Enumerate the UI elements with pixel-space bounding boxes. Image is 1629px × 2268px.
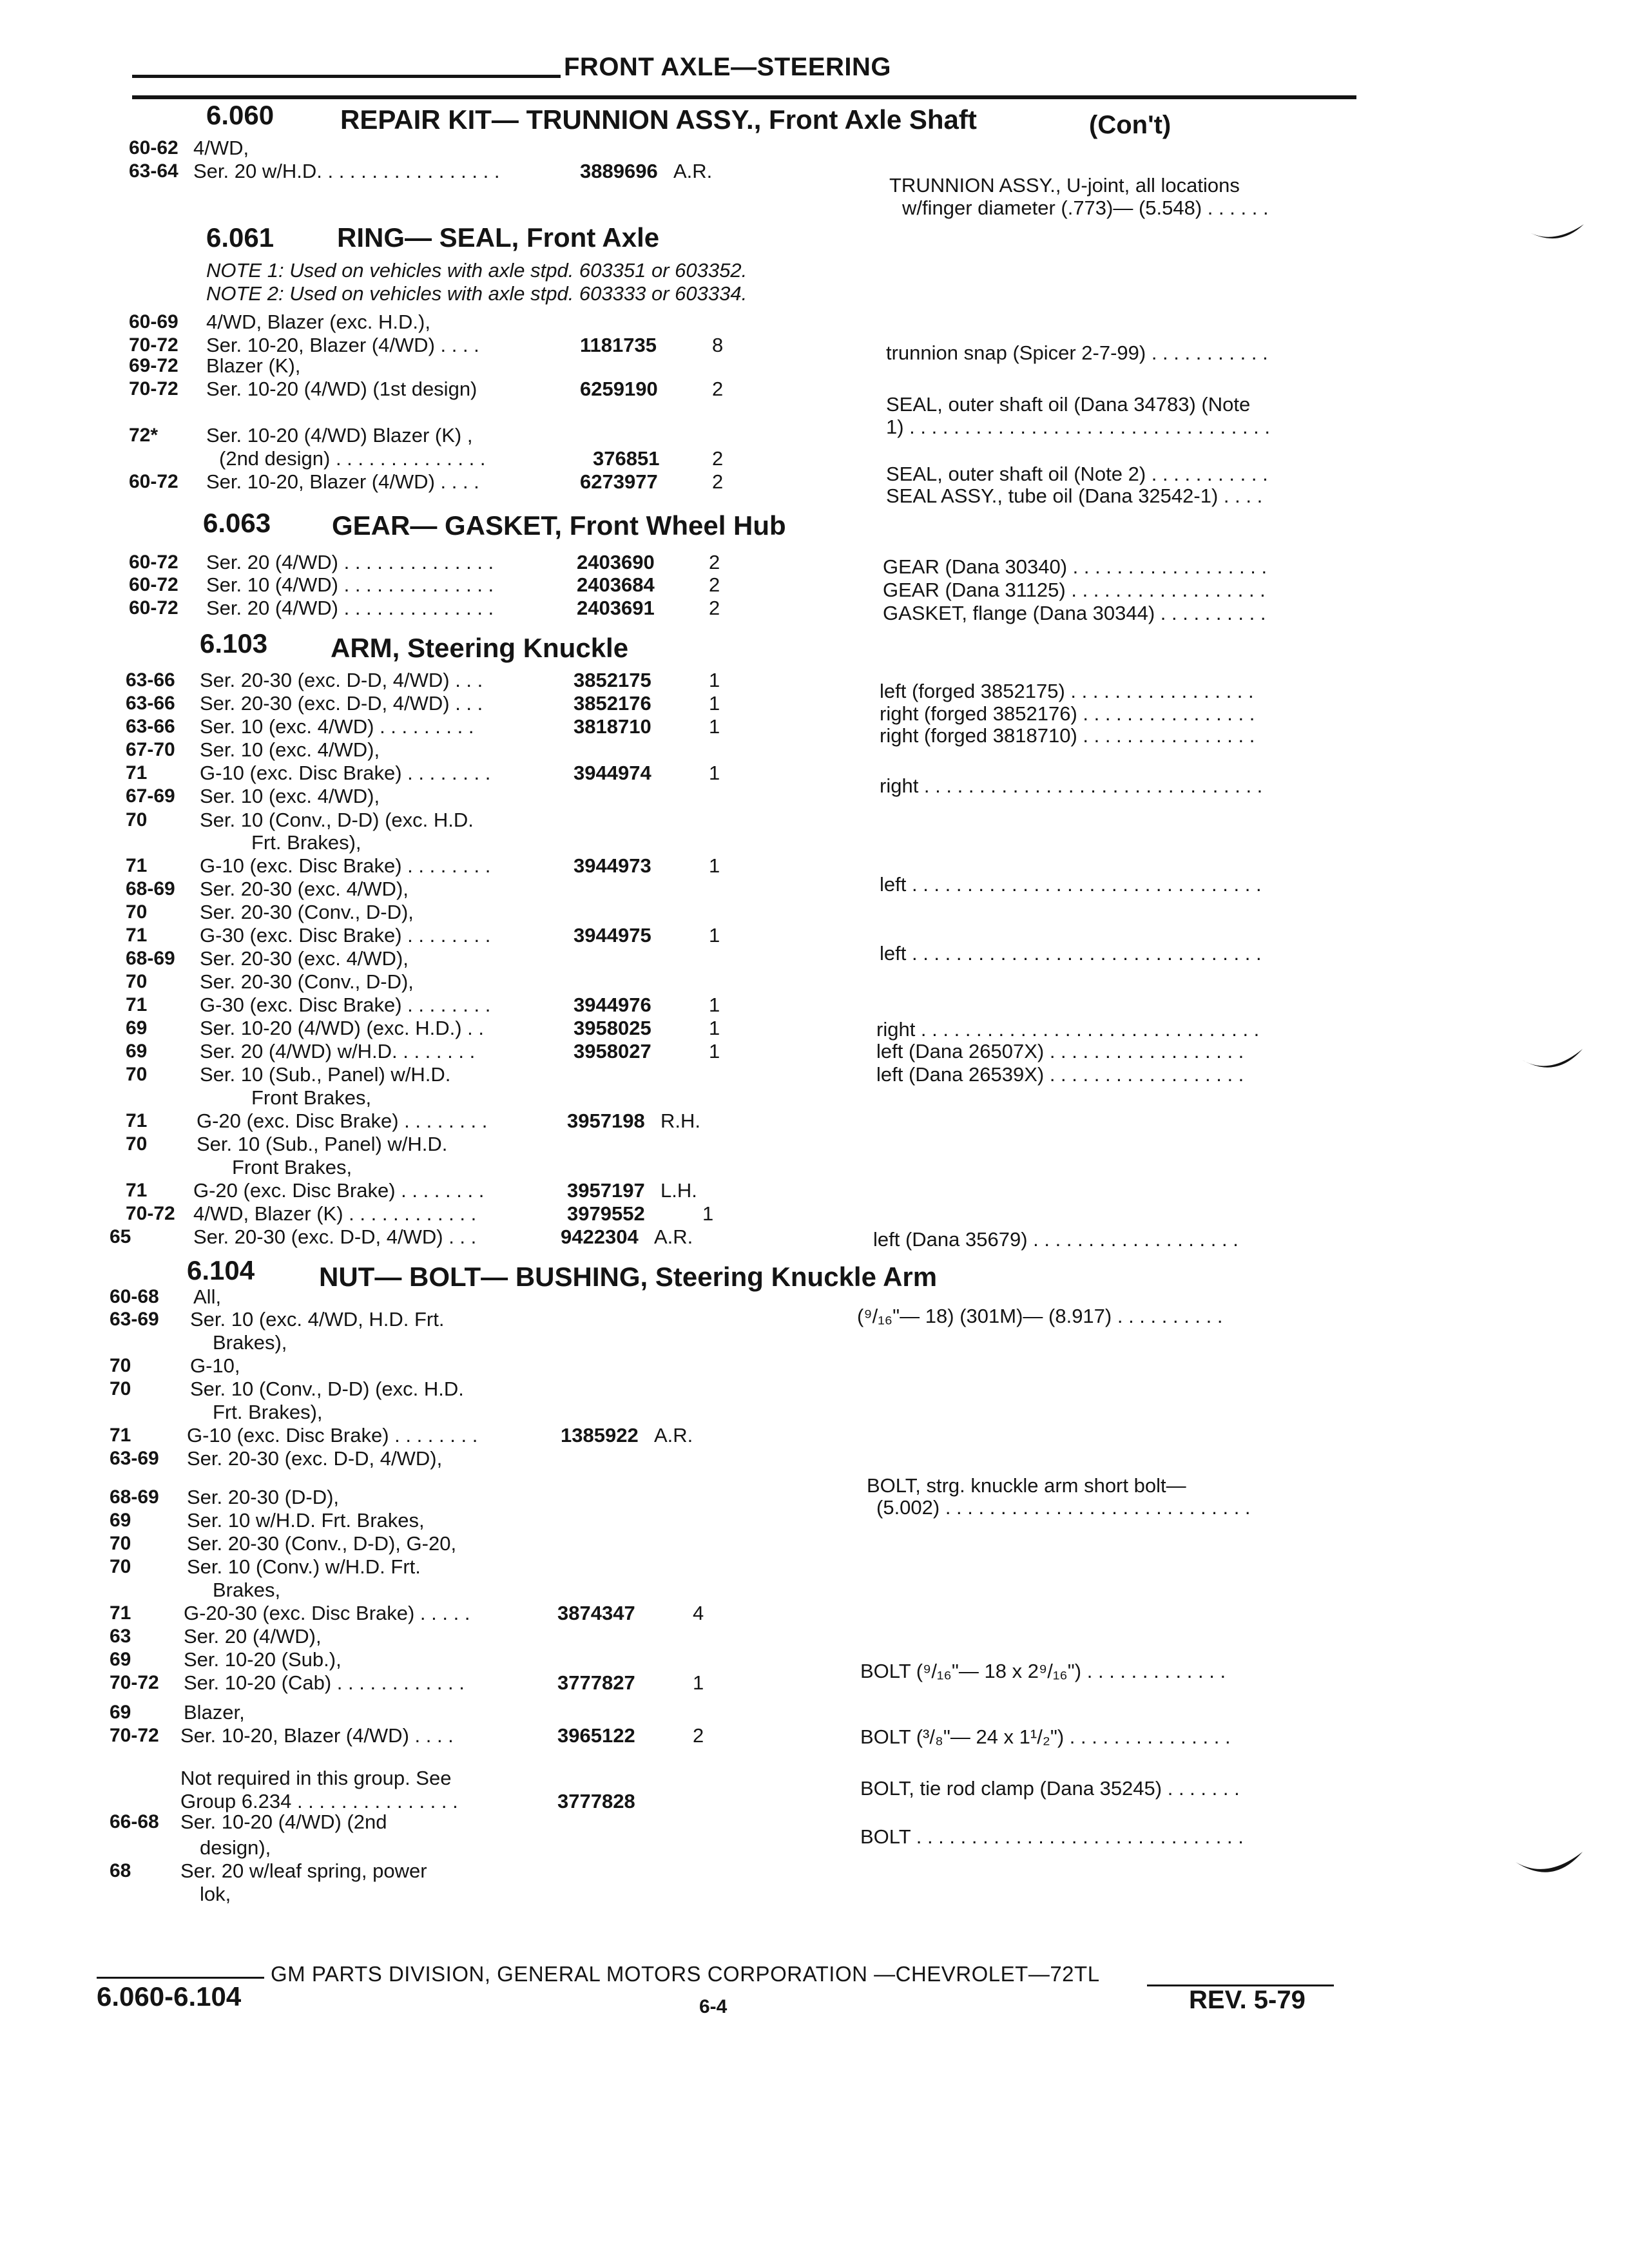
row-year: 70 [110, 1355, 131, 1376]
row-quantity: 2 [693, 1724, 704, 1747]
row-part-number: 3965122 [557, 1724, 635, 1747]
part-description: GEAR (Dana 31125) . . . . . . . . . . . . . . . . . . [883, 579, 1266, 601]
row-application: Ser. 10 (Conv.) w/H.D. Frt. [187, 1555, 421, 1578]
row-quantity: L.H. [660, 1179, 697, 1202]
row-year: 63-66 [126, 693, 175, 714]
row-quantity: 2 [709, 597, 720, 619]
row-year: 72* [129, 425, 159, 446]
row-part-number: 3957197 [567, 1179, 645, 1202]
note-1: NOTE 1: Used on vehicles with axle stpd. 603351 or 603352. [206, 259, 747, 282]
row-application: G-10 (exc. Disc Brake) . . . . . . . . [200, 762, 491, 784]
row-application: Blazer (K), [206, 354, 301, 377]
row-part-number: 376851 [593, 447, 660, 470]
row-application: Ser. 20-30 (exc. 4/WD), [200, 878, 409, 900]
page-title: FRONT AXLE—STEERING [564, 53, 892, 81]
header-rule-left [132, 75, 561, 78]
row-year: 71 [110, 1602, 131, 1624]
part-description: right . . . . . . . . . . . . . . . . . . . . . . . . . . . . . . . [880, 774, 1263, 797]
row-quantity: 8 [712, 334, 724, 356]
footer-page-number: 6-4 [699, 1996, 728, 2017]
row-part-number: 2403684 [577, 573, 655, 596]
row-application: Blazer, [184, 1701, 245, 1724]
row-application: Ser. 20 (4/WD), [184, 1625, 322, 1648]
row-year: 70 [126, 809, 148, 831]
row-application: Ser. 20 (4/WD) . . . . . . . . . . . . . . [206, 551, 494, 573]
row-year: 70-72 [126, 1203, 175, 1224]
row-application: lok, [200, 1883, 231, 1905]
row-application: Ser. 10-20, Blazer (4/WD) . . . . [180, 1724, 454, 1747]
row-year: 60-68 [110, 1286, 159, 1307]
row-year: 70 [126, 1133, 148, 1155]
part-description: (5.002) . . . . . . . . . . . . . . . . . . . . . . . . . . . . [876, 1496, 1251, 1519]
row-year: 67-69 [126, 785, 175, 807]
row-application: Ser. 20-30 (Conv., D-D), [200, 901, 414, 923]
row-application: Ser. 20-30 (exc. 4/WD), [200, 947, 409, 970]
row-quantity: 1 [709, 994, 720, 1016]
row-part-number: 3944976 [574, 994, 651, 1016]
part-description: (⁹/₁₆"— 18) (301M)— (8.917) . . . . . . . . . . [857, 1305, 1223, 1327]
row-quantity: 1 [709, 1017, 720, 1039]
row-part-number: 3944973 [574, 854, 651, 877]
part-description: GEAR (Dana 30340) . . . . . . . . . . . . . . . . . . [883, 555, 1268, 578]
row-application: Ser. 20-30 (Conv., D-D), [200, 970, 414, 993]
part-description: GASKET, flange (Dana 30344) . . . . . . . . . . [883, 602, 1266, 624]
group-number-6063: 6.063 [203, 508, 271, 538]
row-quantity: A.R. [654, 1424, 693, 1446]
row-year: 70 [110, 1556, 131, 1577]
group-number-6060: 6.060 [206, 100, 275, 130]
row-quantity: A.R. [673, 160, 713, 182]
row-quantity: 2 [712, 378, 724, 400]
part-description: BOLT . . . . . . . . . . . . . . . . . . . . . . . . . . . . . . [860, 1825, 1244, 1848]
row-application: Ser. 10-20 (4/WD) (1st design) [206, 378, 477, 400]
row-year: 65 [110, 1226, 131, 1247]
row-application: Frt. Brakes), [213, 1401, 323, 1423]
row-part-number: 3958027 [574, 1040, 651, 1062]
row-year: 69 [110, 1510, 131, 1531]
row-quantity: R.H. [660, 1110, 700, 1132]
row-year: 67-70 [126, 739, 175, 760]
row-application: Ser. 20-30 (exc. D-D, 4/WD), [187, 1447, 443, 1470]
row-application: Ser. 10 (exc. 4/WD), [200, 785, 380, 807]
row-year: 70 [110, 1533, 131, 1554]
row-application: Ser. 10-20, Blazer (4/WD) . . . . [206, 334, 479, 356]
row-application: G-10 (exc. Disc Brake) . . . . . . . . [187, 1424, 478, 1446]
row-part-number: 1385922 [561, 1424, 639, 1446]
row-part-number: 3852175 [574, 669, 651, 691]
row-application: Brakes), [213, 1331, 287, 1354]
row-part-number: 2403691 [577, 597, 655, 619]
row-application: Ser. 20-30 (D-D), [187, 1486, 340, 1508]
row-year: 70 [110, 1378, 131, 1399]
part-description: left (forged 3852175) . . . . . . . . . . . . . . . . . [880, 680, 1254, 702]
footer-rule-left [97, 1977, 264, 1979]
row-application: Ser. 10 (Sub., Panel) w/H.D. [200, 1063, 451, 1086]
row-quantity: 1 [693, 1671, 704, 1694]
row-year: 60-72 [129, 597, 178, 619]
continued-label: (Con't) [1089, 111, 1171, 139]
part-description: left (Dana 26539X) . . . . . . . . . . . . . . . . . . [876, 1063, 1244, 1086]
row-year: 63-69 [110, 1448, 159, 1469]
row-part-number: 9422304 [561, 1225, 639, 1248]
row-part-number: 6273977 [580, 470, 658, 493]
part-description: right (forged 3818710) . . . . . . . . . . . . . . . . [880, 724, 1255, 747]
row-year: 71 [126, 994, 148, 1015]
row-application: Ser. 10 (Conv., D-D) (exc. H.D. [200, 809, 474, 831]
row-quantity: 1 [709, 1040, 720, 1062]
row-application: G-30 (exc. Disc Brake) . . . . . . . . [200, 994, 491, 1016]
row-year: 60-62 [129, 137, 178, 159]
row-year: 71 [126, 1110, 148, 1131]
row-quantity: 4 [693, 1602, 704, 1624]
row-part-number: 3958025 [574, 1017, 651, 1039]
row-application: G-10 (exc. Disc Brake) . . . . . . . . [200, 854, 491, 877]
row-part-number: 1181735 [580, 334, 657, 356]
group-title-6103: ARM, Steering Knuckle [331, 633, 629, 663]
row-part-number: 3979552 [567, 1202, 645, 1225]
row-year: 70-72 [110, 1672, 159, 1693]
row-year: 69-72 [129, 355, 178, 376]
row-year: 71 [110, 1425, 131, 1446]
row-application: Ser. 10 (exc. 4/WD) . . . . . . . . . [200, 715, 474, 738]
row-application: G-20 (exc. Disc Brake) . . . . . . . . [193, 1179, 485, 1202]
group-number-6061: 6.061 [206, 222, 275, 253]
row-year: 70 [126, 1064, 148, 1085]
row-year: 63-69 [110, 1309, 159, 1330]
part-description: 1) . . . . . . . . . . . . . . . . . . . . . . . . . . . . . . . . . [886, 416, 1271, 438]
row-quantity: 1 [709, 854, 720, 877]
row-part-number: 2403690 [577, 551, 655, 573]
row-application: Group 6.234 . . . . . . . . . . . . . . . [180, 1790, 458, 1812]
row-year: 69 [126, 1017, 148, 1039]
row-application: Ser. 10-20 (4/WD) (2nd [180, 1811, 387, 1833]
part-description: left (Dana 26507X) . . . . . . . . . . . . . . . . . . [876, 1040, 1244, 1062]
row-part-number: 3944975 [574, 924, 651, 947]
row-application: Ser. 20 w/H.D. . . . . . . . . . . . . . . . . [193, 160, 500, 182]
row-quantity: 2 [712, 470, 724, 493]
row-application: Ser. 10 (4/WD) . . . . . . . . . . . . . . [206, 573, 494, 596]
part-description: BOLT (³/₈"— 24 x 1¹/₂") . . . . . . . . . . . . . . . [860, 1725, 1231, 1748]
row-year: 63-64 [129, 160, 178, 182]
group-title-6060: REPAIR KIT— TRUNNION ASSY., Front Axle Shaft [340, 104, 977, 135]
row-quantity: 2 [712, 447, 724, 470]
row-year: 63-66 [126, 716, 175, 737]
row-year: 60-72 [129, 471, 178, 492]
row-quantity: 1 [709, 715, 720, 738]
row-part-number: 3889696 [580, 160, 658, 182]
group-number-6103: 6.103 [200, 628, 268, 658]
row-year: 68-69 [126, 948, 175, 969]
row-year: 71 [126, 1180, 148, 1201]
row-application: Ser. 10-20, Blazer (4/WD) . . . . [206, 470, 479, 493]
row-application: Ser. 10-20 (4/WD) (exc. H.D.) . . [200, 1017, 484, 1039]
row-year: 70-72 [110, 1725, 159, 1746]
row-part-number: 3957198 [567, 1110, 645, 1132]
row-application: Ser. 20 (4/WD) w/H.D. . . . . . . . [200, 1040, 476, 1062]
row-quantity: A.R. [654, 1225, 693, 1248]
row-application: Ser. 10 (Sub., Panel) w/H.D. [197, 1133, 448, 1155]
row-year: 63 [110, 1626, 131, 1647]
part-description: right (forged 3852176) . . . . . . . . . . . . . . . . [880, 702, 1255, 725]
part-description: TRUNNION ASSY., U-joint, all locations [889, 174, 1240, 197]
row-application: G-10, [190, 1354, 240, 1377]
group-title-6104: NUT— BOLT— BUSHING, Steering Knuckle Arm [319, 1262, 938, 1292]
part-description: trunnion snap (Spicer 2-7-99) . . . . . . . . . . . [886, 341, 1268, 364]
row-year: 60-72 [129, 552, 178, 573]
row-application: 4/WD, [193, 137, 249, 159]
row-part-number: 3777828 [557, 1790, 635, 1812]
row-application: Not required in this group. See [180, 1767, 452, 1789]
row-application: Brakes, [213, 1579, 281, 1601]
row-part-number: 3944974 [574, 762, 651, 784]
row-year: 70 [126, 971, 148, 992]
part-description: BOLT, strg. knuckle arm short bolt— [867, 1474, 1186, 1497]
row-application: Ser. 10 (exc. 4/WD), [200, 738, 380, 761]
row-part-number: 3818710 [574, 715, 651, 738]
row-quantity: 1 [709, 762, 720, 784]
row-application: G-30 (exc. Disc Brake) . . . . . . . . [200, 924, 491, 947]
row-year: 63-66 [126, 669, 175, 691]
footer-publisher: GM PARTS DIVISION, GENERAL MOTORS CORPORATION —CHEVROLET—72TL [271, 1962, 1100, 1986]
part-description: SEAL, outer shaft oil (Dana 34783) (Note [886, 393, 1251, 416]
row-application: Frt. Brakes), [251, 831, 361, 854]
row-application: Ser. 20-30 (Conv., D-D), G-20, [187, 1532, 457, 1555]
row-year: 68 [110, 1860, 131, 1881]
row-year: 60-72 [129, 574, 178, 595]
row-year: 66-68 [110, 1811, 159, 1832]
part-description: SEAL, outer shaft oil (Note 2) . . . . . . . . . . . [886, 463, 1268, 485]
row-part-number: 3852176 [574, 692, 651, 715]
row-year: 69 [110, 1649, 131, 1670]
row-application: Ser. 20-30 (exc. D-D, 4/WD) . . . [200, 692, 483, 715]
row-application: Ser. 20-30 (exc. D-D, 4/WD) . . . [193, 1225, 477, 1248]
row-application: Ser. 20-30 (exc. D-D, 4/WD) . . . [200, 669, 483, 691]
note-2: NOTE 2: Used on vehicles with axle stpd. 603333 or 603334. [206, 282, 747, 305]
row-application: G-20 (exc. Disc Brake) . . . . . . . . [197, 1110, 488, 1132]
row-year: 69 [110, 1702, 131, 1723]
row-application: Ser. 10-20 (4/WD) Blazer (K) , [206, 424, 473, 447]
row-year: 68-69 [126, 878, 175, 899]
row-quantity: 2 [709, 551, 720, 573]
row-application: design), [200, 1836, 271, 1859]
row-application: G-20-30 (exc. Disc Brake) . . . . . [184, 1602, 470, 1624]
row-year: 70-72 [129, 378, 178, 399]
row-application: Ser. 10-20 (Sub.), [184, 1648, 342, 1671]
group-title-6063: GEAR— GASKET, Front Wheel Hub [332, 510, 786, 541]
row-application: Front Brakes, [232, 1156, 352, 1178]
row-year: 71 [126, 762, 148, 783]
row-application: All, [193, 1285, 222, 1308]
part-description: left . . . . . . . . . . . . . . . . . . . . . . . . . . . . . . . . [880, 942, 1262, 965]
row-application: (2nd design) . . . . . . . . . . . . . . [219, 447, 486, 470]
row-part-number: 3874347 [557, 1602, 635, 1624]
row-quantity: 1 [702, 1202, 714, 1225]
row-quantity: 2 [709, 573, 720, 596]
part-description: left (Dana 35679) . . . . . . . . . . . . . . . . . . . [873, 1228, 1239, 1251]
binder-mark-2 [1521, 1044, 1585, 1082]
part-description: BOLT (⁹/₁₆"— 18 x 2⁹/₁₆") . . . . . . . . . . . . . [860, 1660, 1226, 1682]
row-part-number: 3777827 [557, 1671, 635, 1694]
group-title-6061: RING— SEAL, Front Axle [337, 222, 660, 253]
row-application: Ser. 20 (4/WD) . . . . . . . . . . . . . . [206, 597, 494, 619]
row-quantity: 1 [709, 924, 720, 947]
row-application: Front Brakes, [251, 1086, 372, 1109]
row-year: 69 [126, 1041, 148, 1062]
row-application: Ser. 10 (Conv., D-D) (exc. H.D. [190, 1378, 464, 1400]
row-year: 68-69 [110, 1486, 159, 1508]
row-application: Ser. 10 w/H.D. Frt. Brakes, [187, 1509, 425, 1532]
row-application: 4/WD, Blazer (K) . . . . . . . . . . . . [193, 1202, 477, 1225]
binder-mark-1 [1527, 219, 1585, 251]
part-description: SEAL ASSY., tube oil (Dana 32542-1) . . . . [886, 485, 1263, 507]
row-year: 71 [126, 855, 148, 876]
row-application: Ser. 10-20 (Cab) . . . . . . . . . . . . [184, 1671, 465, 1694]
row-year: 70-72 [129, 334, 178, 356]
part-description: BOLT, tie rod clamp (Dana 35245) . . . . . . . [860, 1777, 1240, 1800]
binder-mark-3 [1514, 1849, 1585, 1888]
row-application: Ser. 20 w/leaf spring, power [180, 1860, 427, 1882]
row-part-number: 6259190 [580, 378, 658, 400]
footer-revision: REV. 5-79 [1189, 1986, 1306, 2014]
row-quantity: 1 [709, 692, 720, 715]
footer-group-range: 6.060-6.104 [97, 1981, 242, 2012]
row-year: 71 [126, 925, 148, 946]
row-year: 60-69 [129, 311, 178, 332]
part-description: left . . . . . . . . . . . . . . . . . . . . . . . . . . . . . . . . [880, 873, 1262, 896]
header-rule-full [132, 95, 1356, 99]
part-description: right . . . . . . . . . . . . . . . . . . . . . . . . . . . . . . . [876, 1018, 1260, 1041]
row-quantity: 1 [709, 669, 720, 691]
row-year: 70 [126, 901, 148, 923]
row-application: Ser. 10 (exc. 4/WD, H.D. Frt. [190, 1308, 445, 1331]
group-number-6104: 6.104 [187, 1255, 255, 1285]
row-application: 4/WD, Blazer (exc. H.D.), [206, 311, 430, 333]
part-description: w/finger diameter (.773)— (5.548) . . . . . . [902, 197, 1269, 219]
